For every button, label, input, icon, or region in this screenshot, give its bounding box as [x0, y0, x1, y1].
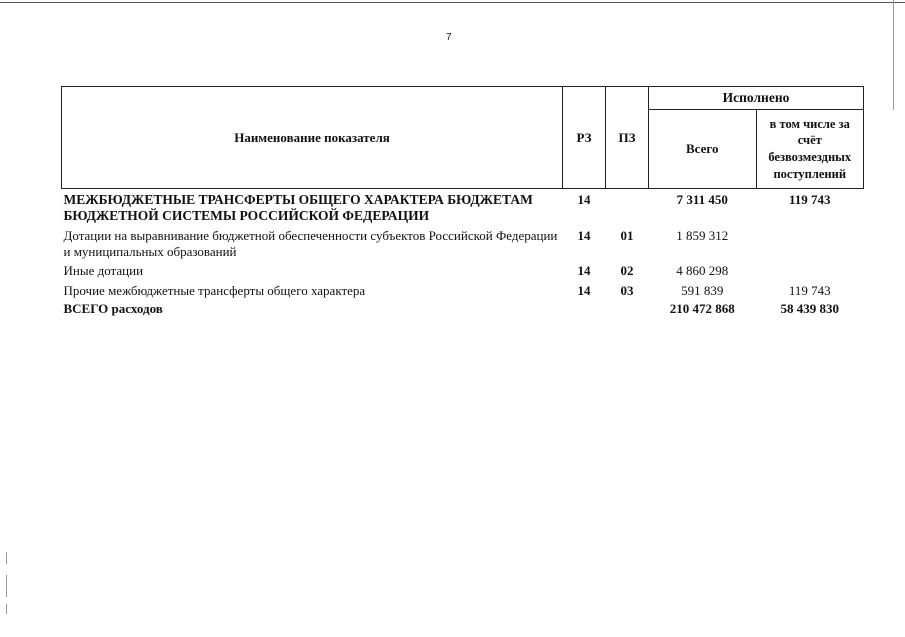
row-rz: 14	[577, 263, 591, 279]
header-total: Всего	[649, 110, 757, 189]
header-name: Наименование показателя	[62, 87, 563, 189]
header-including-free-text: в том числе за счёт безвозмездных поступлений	[768, 116, 852, 181]
row-including-free	[756, 260, 864, 279]
row-name: Прочие межбюджетные трансферты общего характера	[63, 282, 366, 298]
row-name: ВСЕГО расходов	[63, 300, 163, 316]
row-total: 1 859 312	[676, 227, 729, 243]
row-including-free: 119 743	[788, 282, 831, 298]
row-including-free	[756, 225, 864, 261]
row-total: 4 860 298	[676, 263, 729, 279]
row-pz	[606, 189, 649, 225]
row-rz: 14	[577, 192, 591, 207]
table-row	[62, 260, 864, 279]
scan-edge-right	[893, 0, 894, 110]
header-executed: Исполнено	[649, 87, 864, 110]
row-rz	[563, 299, 606, 317]
row-rz: 14	[577, 227, 591, 243]
row-total: 7 311 450	[676, 192, 728, 207]
row-name: Дотации на выравнивание бюджетной обеспеченности субъектов Российской Федерации и муниципальных образований	[63, 227, 558, 260]
row-pz	[606, 299, 649, 317]
table-row-total	[62, 299, 864, 317]
row-total: 591 839	[681, 282, 724, 298]
row-name: МЕЖБЮДЖЕТНЫЕ ТРАНСФЕРТЫ ОБЩЕГО ХАРАКТЕРА БЮДЖЕТАМ БЮДЖЕТНОЙ СИСТЕМЫ РОССИЙСКОЙ ФЕДЕРАЦИИ	[63, 192, 533, 224]
row-pz: 03	[620, 282, 634, 298]
header-including-free	[756, 110, 864, 189]
table-row	[62, 225, 864, 261]
header-rz: РЗ	[563, 87, 606, 189]
scan-speck	[6, 575, 7, 597]
table-row-section	[62, 189, 864, 225]
table-body	[62, 189, 864, 318]
row-total: 210 472 868	[669, 300, 735, 316]
header-row-top	[62, 87, 864, 110]
table-row	[62, 280, 864, 299]
row-name: Иные дотации	[63, 263, 144, 279]
header-pz: ПЗ	[606, 87, 649, 189]
row-pz: 02	[620, 263, 634, 279]
scan-speck	[6, 604, 7, 614]
row-rz: 14	[577, 282, 591, 298]
scan-speck	[6, 552, 7, 564]
row-including-free: 119 743	[788, 192, 831, 207]
expenditure-table	[61, 86, 864, 317]
row-including-free: 58 439 830	[780, 300, 839, 316]
table-header	[62, 87, 864, 189]
row-pz: 01	[620, 227, 634, 243]
page-number: 7	[446, 32, 452, 43]
scan-edge-top	[0, 2, 905, 3]
